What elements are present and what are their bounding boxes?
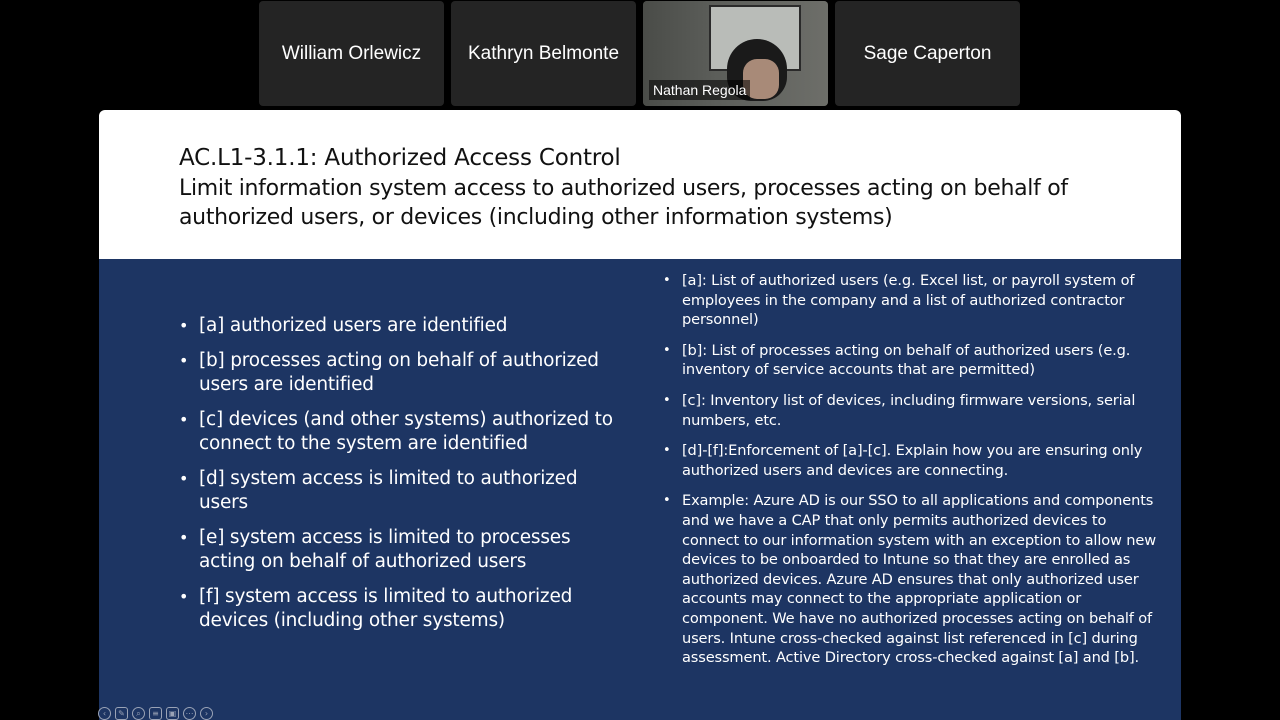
list-item: • [f] system access is limited to authorized devices (including other systems) xyxy=(179,585,629,633)
list-item: • [a]: List of authorized users (e.g. Excel list, or payroll system of employees in the company and a list of authorized contractor personnel) xyxy=(661,271,1166,330)
participant-name: Nathan Regola xyxy=(649,80,750,100)
slide-subtitle: Limit information system access to authorized users, processes acting on behalf of authorized users, or devices (including other information systems) xyxy=(179,176,1068,230)
list-item: • [b] processes acting on behalf of authorized users are identified xyxy=(179,349,629,397)
shared-slide xyxy=(99,110,1181,720)
participant-strip xyxy=(0,1,1280,107)
pen-icon[interactable]: ✎ xyxy=(115,707,128,720)
list-item: • [e] system access is limited to processes acting on behalf of authorized users xyxy=(179,526,629,574)
participant-tile-nathan[interactable] xyxy=(643,1,828,106)
camera-icon[interactable]: ▣ xyxy=(166,707,179,720)
slide-title: AC.L1-3.1.1: Authorized Access Control xyxy=(179,145,621,171)
subtitles-icon[interactable]: ≡ xyxy=(149,707,162,720)
participant-name: Kathryn Belmonte xyxy=(467,42,620,64)
objectives-list xyxy=(179,314,629,644)
evidence-list xyxy=(661,271,1166,679)
list-item: • Example: Azure AD is our SSO to all applications and components and we have a CAP that only permits authorized devices to connect to our information system with an exception to allow new devices to be onboarded to Intune so that they are enrolled as authorized devices. Azure AD ensures that only authorized user accounts may connect to the appropriate application or component. We have no authorized processes acting on behalf of users. Intune cross-checked against list referenced in [c] during assessment. Active Directory cross-checked against [a] and [b]. xyxy=(661,491,1166,667)
list-item: • [c] devices (and other systems) authorized to connect to the system are identified xyxy=(179,408,629,456)
participant-name: Sage Caperton xyxy=(863,42,992,64)
list-item: • [b]: List of processes acting on behalf of authorized users (e.g. inventory of service accounts that are permitted) xyxy=(661,341,1166,380)
forward-icon[interactable]: › xyxy=(200,707,213,720)
list-item: • [a] authorized users are identified xyxy=(179,314,629,338)
list-item: • [d]-[f]:Enforcement of [a]-[c]. Explain how you are ensuring only authorized users and devices are connecting. xyxy=(661,441,1166,480)
slide-header xyxy=(99,110,1181,259)
presentation-toolbar xyxy=(98,706,213,720)
participant-name: William Orlewicz xyxy=(281,42,422,64)
slide-body xyxy=(99,259,1181,720)
participant-tile-william[interactable] xyxy=(259,1,444,106)
list-item: • [c]: Inventory list of devices, including firmware versions, serial numbers, etc. xyxy=(661,391,1166,430)
more-icon[interactable]: ⋯ xyxy=(183,707,196,720)
back-icon[interactable]: ‹ xyxy=(98,707,111,720)
zoom-icon[interactable]: ⌕ xyxy=(132,707,145,720)
participant-tile-kathryn[interactable] xyxy=(451,1,636,106)
list-item: • [d] system access is limited to authorized users xyxy=(179,467,629,515)
participant-tile-sage[interactable] xyxy=(835,1,1020,106)
